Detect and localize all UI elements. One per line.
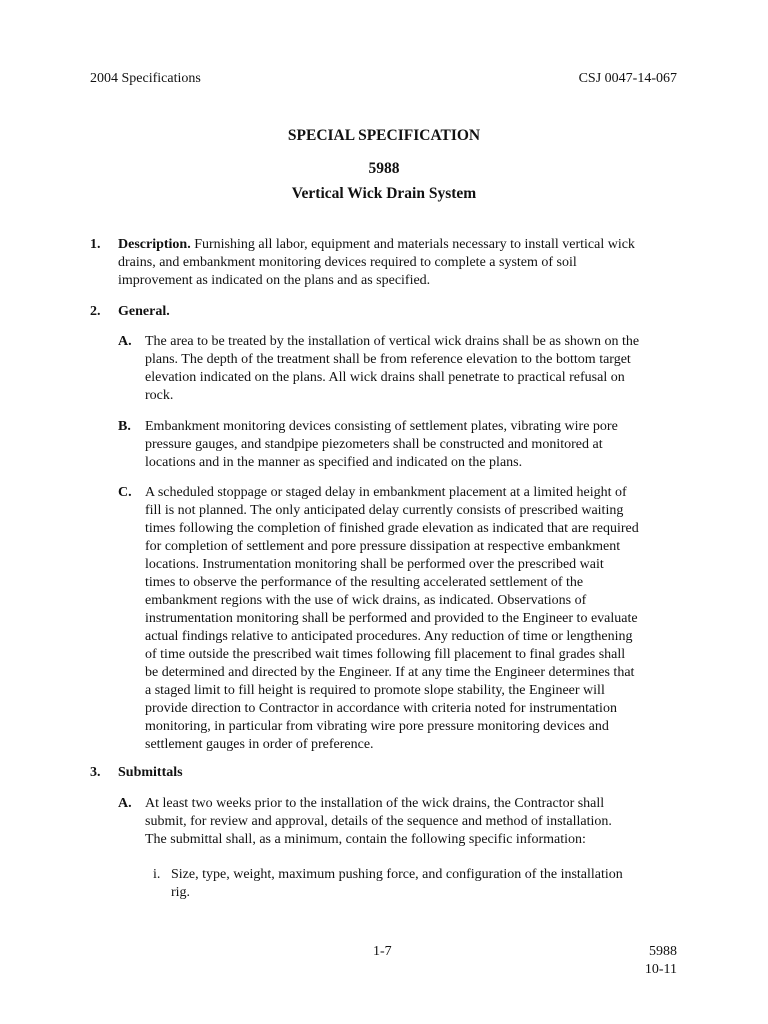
section-1-heading: Description. — [118, 237, 191, 252]
section-2c-body — [145, 484, 690, 754]
section-3-number: 3. — [90, 765, 101, 780]
section-2c-line: embankment regions with the use of wick drains, as indicated. Observations of — [145, 593, 587, 608]
section-2c-line: provide direction to Contractor in accordance with criteria noted for instrumentation — [145, 701, 617, 716]
section-2c-line: instrumentation monitoring shall be performed and provided to the Engineer to evaluate — [145, 611, 638, 626]
section-2-heading: General. — [118, 304, 170, 319]
footer-page-number: 1-7 — [373, 944, 392, 959]
section-2a-line: The area to be treated by the installation of vertical wick drains shall be as shown on the — [145, 334, 640, 349]
section-3a-line: The submittal shall, as a minimum, contain the following specific information: — [145, 832, 586, 847]
section-2c-line: times to observe the performance of the resulting accelerated settlement of the — [145, 575, 584, 590]
section-2b-letter: B. — [118, 419, 131, 434]
section-2b-line: pressure gauges, and standpipe piezometers shall be constructed and monitored at — [145, 437, 603, 452]
section-1-text: Furnishing all labor, equipment and materials necessary to install vertical wick — [190, 237, 635, 252]
section-1-line: improvement as indicated on the plans and as specified. — [118, 273, 431, 288]
section-2c-line: settlement gauges in order of preference. — [145, 737, 374, 752]
section-3a-letter: A. — [118, 796, 132, 811]
header-right: CSJ 0047-14-067 — [578, 71, 677, 86]
title-special-specification: SPECIAL SPECIFICATION — [287, 127, 481, 144]
section-2c-line: for completion of settlement and pore pressure dissipation at respective embankment — [145, 539, 621, 554]
header-left: 2004 Specifications — [90, 71, 201, 86]
section-2c-line: times following the completion of finished grade elevation as indicated that are required — [145, 521, 639, 536]
section-1-body — [118, 236, 688, 290]
section-1-number: 1. — [90, 237, 101, 252]
title-spec-name: Vertical Wick Drain System — [291, 185, 477, 202]
section-2c-line: monitoring, in particular from vibrating wire pore pressure monitoring devices and — [145, 719, 609, 734]
section-2b-body — [145, 418, 690, 472]
section-2a-line: elevation indicated on the plans. All wick drains shall penetrate to practical refusal on — [145, 370, 625, 385]
section-3a-line: At least two weeks prior to the installation of the wick drains, the Contractor shall — [145, 796, 605, 811]
section-2c-line: A scheduled stoppage or staged delay in embankment placement at a limited height of — [145, 485, 627, 500]
section-1-line — [118, 236, 688, 254]
section-3-item-i-body — [171, 866, 623, 902]
section-2c-line: a staged limit to fill height is required to promote slope stability, the Engineer will — [145, 683, 605, 698]
section-3a-line: submit, for review and approval, details of the sequence and method of installation. — [145, 814, 612, 829]
section-2a-line: rock. — [145, 388, 174, 403]
section-2c-line: locations. Instrumentation monitoring shall be performed over the prescribed wait — [145, 557, 604, 572]
footer-date-code: 10-11 — [644, 962, 677, 977]
section-2c-line: fill is not planned. The only anticipated delay currently consists of prescribed waiting — [145, 503, 624, 518]
section-3-item-i-line: Size, type, weight, maximum pushing force, and configuration of the installation — [171, 867, 623, 882]
section-2b-line: Embankment monitoring devices consisting of settlement plates, vibrating wire pore — [145, 419, 618, 434]
section-3-heading: Submittals — [118, 765, 183, 780]
section-2c-line: be determined and directed by the Engineer. If at any time the Engineer determines that — [145, 665, 635, 680]
section-3a-body — [145, 795, 690, 849]
section-2b-line: locations and in the manner as specified and indicated on the plans. — [145, 455, 523, 470]
section-2-number: 2. — [90, 304, 101, 319]
section-2a-letter: A. — [118, 334, 132, 349]
section-2a-line: plans. The depth of the treatment shall be from reference elevation to the bottom target — [145, 352, 631, 367]
footer-spec-number: 5988 — [649, 944, 677, 959]
section-2c-line: of time outside the prescribed wait times following fill placement to final grades shall — [145, 647, 626, 662]
section-1-line: drains, and embankment monitoring devices required to complete a system of soil — [118, 255, 577, 270]
section-3-item-i-line: rig. — [171, 885, 191, 900]
section-2a-body — [145, 333, 690, 405]
section-2c-line: actual findings relative to anticipated procedures. Any reduction of time or lengthening — [145, 629, 633, 644]
section-2c-letter: C. — [118, 485, 132, 500]
section-3-item-i-numeral: i. — [153, 867, 161, 882]
title-spec-number: 5988 — [368, 160, 400, 177]
